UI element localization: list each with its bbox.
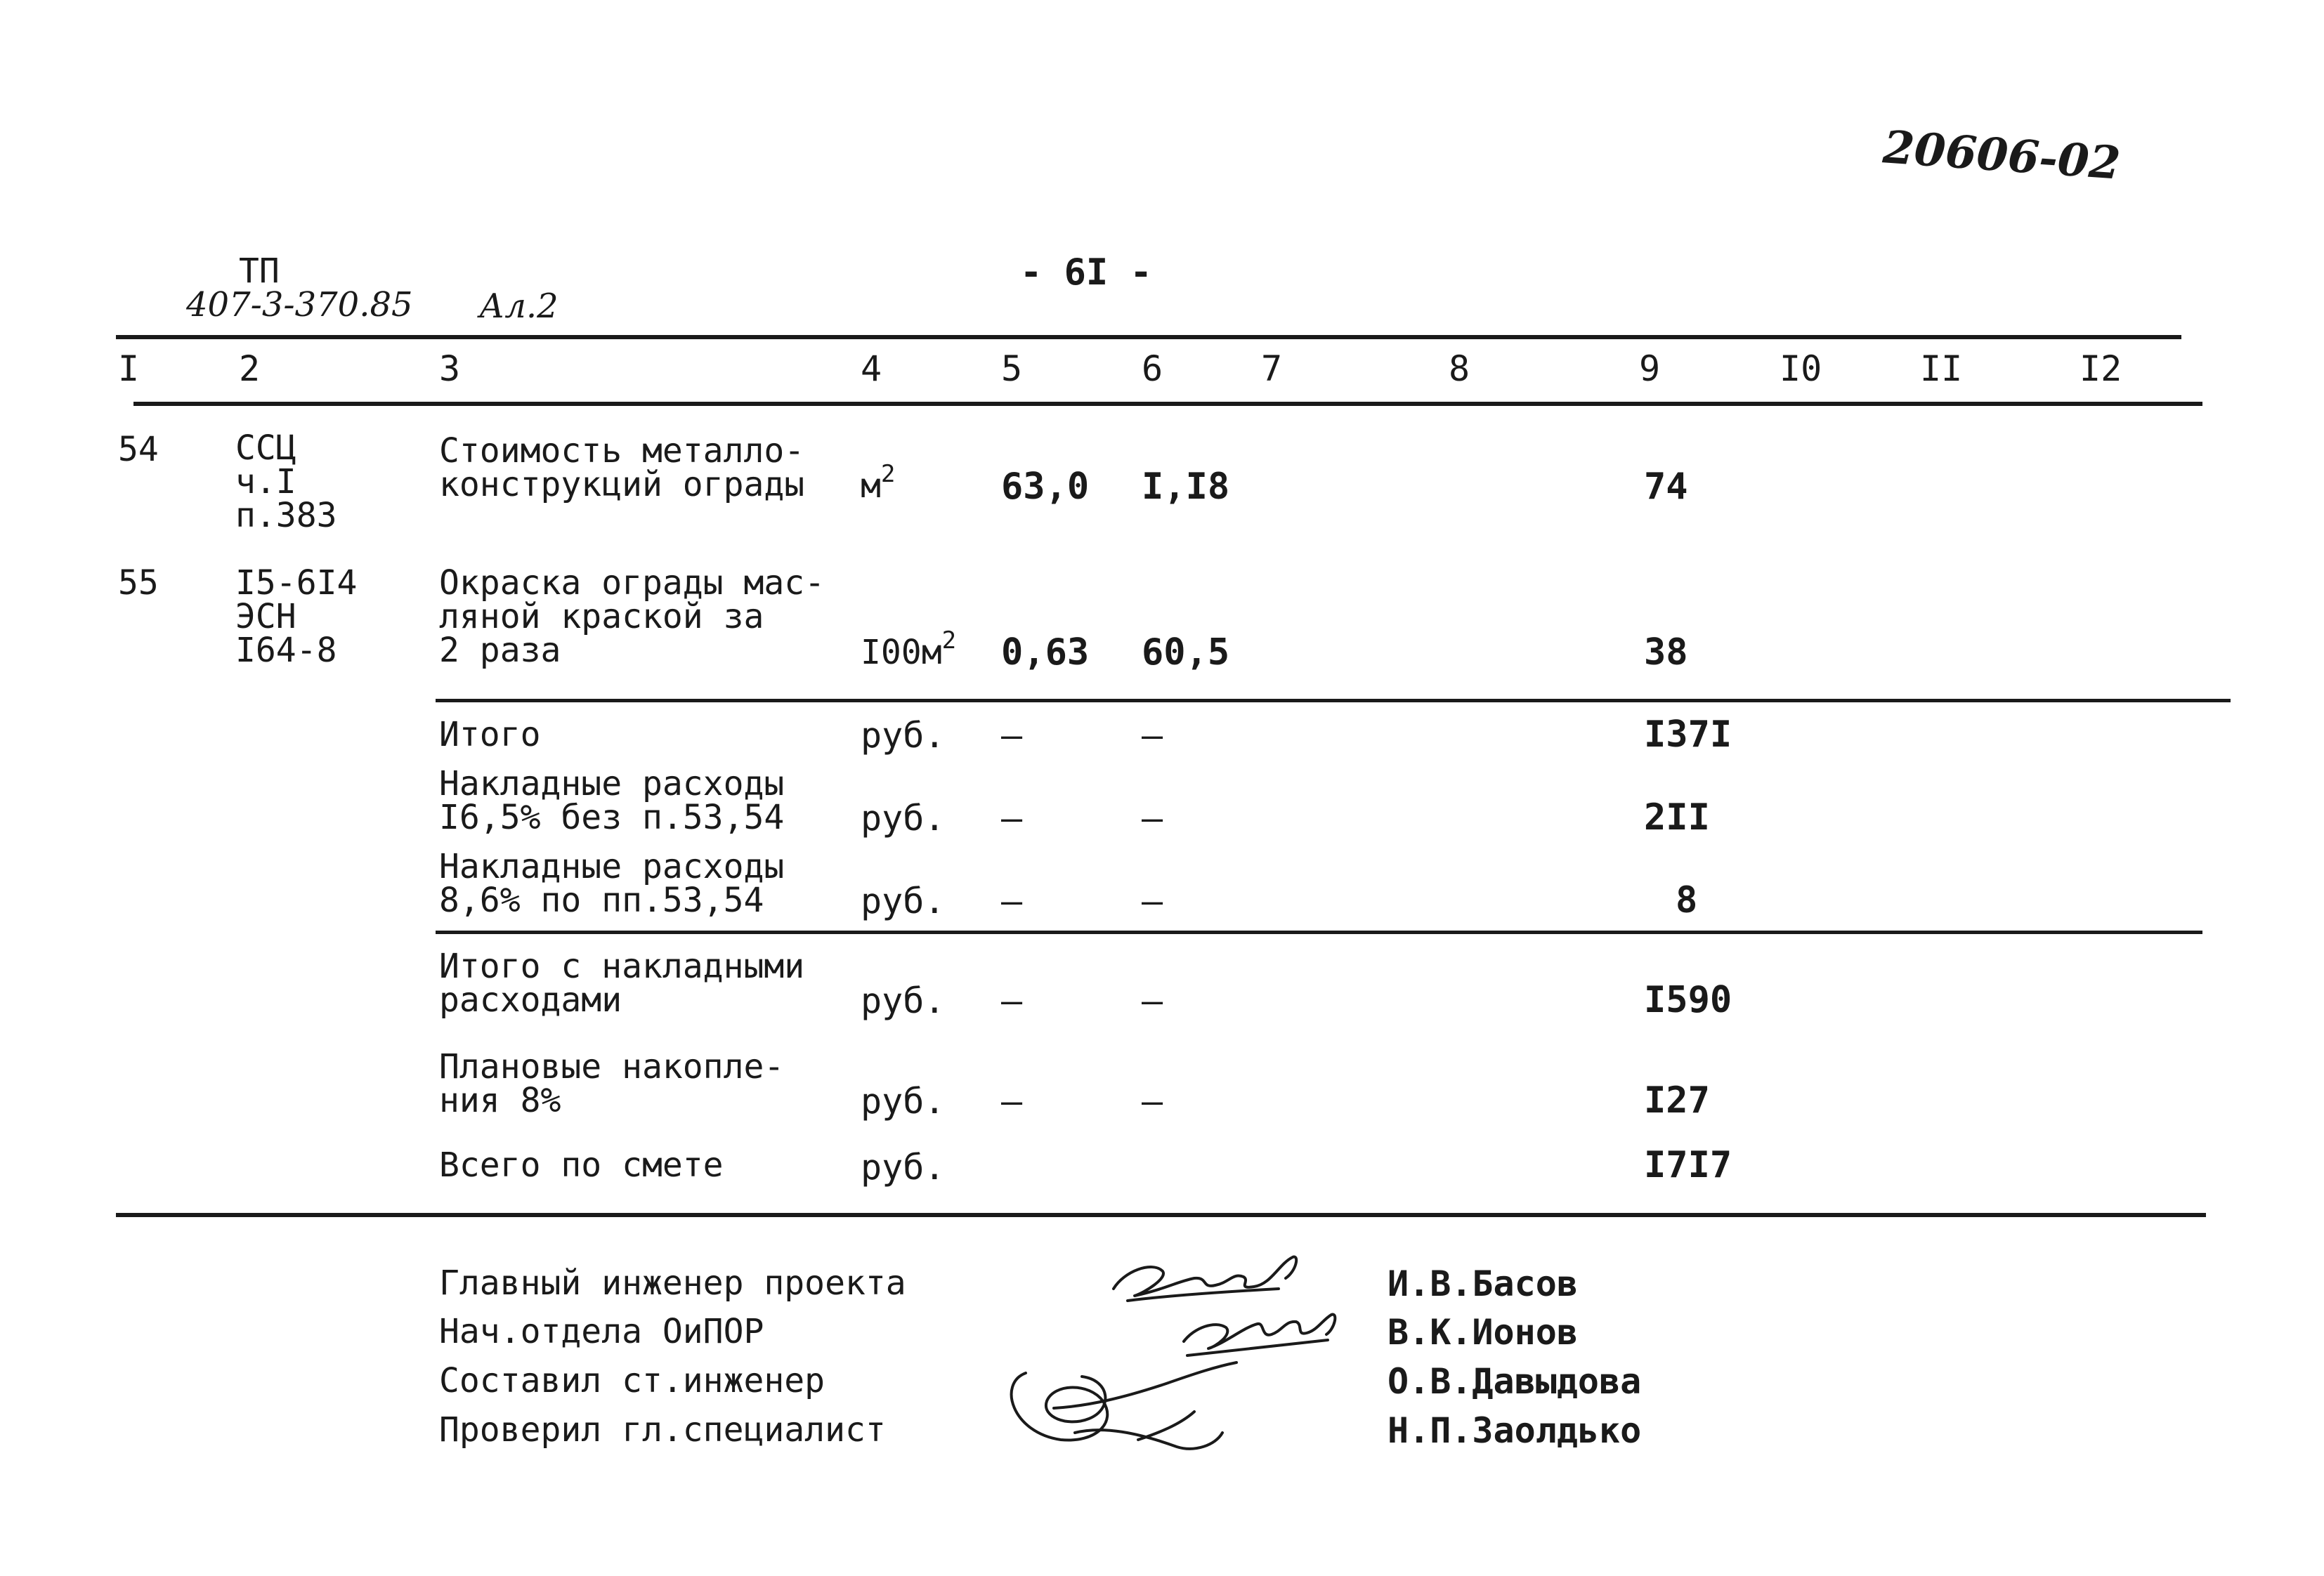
summary-dash-col5: – <box>1001 881 1023 921</box>
summary-total: I27 <box>1644 1079 1710 1122</box>
summary-unit: руб. <box>861 1081 946 1122</box>
col-header-2: 2 <box>239 348 261 389</box>
col-header-5: 5 <box>1001 348 1023 389</box>
signature-name: О.В.Давыдова <box>1388 1361 1642 1402</box>
signature-role: Главный инженер проекта <box>439 1263 906 1303</box>
table-row-code: ССЦ ч.I п.383 <box>235 428 337 535</box>
summary-description: Плановые накопле- ния 8% <box>439 1047 785 1120</box>
summary-dash-col5: – <box>1001 798 1023 839</box>
header-bottom-rule <box>133 402 2202 406</box>
table-row-description: Окраска ограды мас- ляной краской за 2 раза <box>439 563 825 670</box>
summary-unit: руб. <box>861 1147 946 1188</box>
summary-description: Всего по смете <box>439 1145 724 1185</box>
summary-total: I37I <box>1644 714 1732 756</box>
header-top-rule <box>116 335 2181 339</box>
table-row-quantity: 63,0 <box>1001 466 1090 508</box>
signature-role: Проверил гл.специалист <box>439 1410 886 1450</box>
summary-dash-col6: – <box>1142 1081 1163 1122</box>
col-header-12: I2 <box>2080 348 2122 389</box>
summary-total: 8 <box>1676 879 1698 921</box>
subtotal-rule <box>436 699 2231 702</box>
table-row-unit-price: 60,5 <box>1142 631 1230 674</box>
table-row-code: I5-6I4 ЭСН I64-8 <box>235 563 358 670</box>
summary-description: Итого с накладными расходами <box>439 947 805 1020</box>
col-header-9: 9 <box>1639 348 1661 389</box>
summary-unit: руб. <box>861 715 946 756</box>
overhead-rule <box>436 931 2202 934</box>
col-header-3: 3 <box>439 348 461 389</box>
signature-name: В.К.Ионов <box>1388 1312 1578 1353</box>
summary-dash-col6: – <box>1142 881 1163 921</box>
summary-unit: руб. <box>861 980 946 1021</box>
album-label: Ал.2 <box>479 287 559 326</box>
signature-name: Н.П.Заолдько <box>1388 1410 1642 1451</box>
summary-dash-col5: – <box>1001 1081 1023 1122</box>
col-header-6: 6 <box>1142 348 1163 389</box>
document-code: 20606-02 <box>1881 121 2122 190</box>
summary-description: Накладные расходы I6,5% без п.53,54 <box>439 764 785 837</box>
summary-unit: руб. <box>861 798 946 839</box>
col-header-8: 8 <box>1449 348 1470 389</box>
summary-dash-col6: – <box>1142 798 1163 839</box>
summary-description: Накладные расходы 8,6% по пп.53,54 <box>439 847 785 920</box>
summary-total: I590 <box>1644 979 1732 1021</box>
table-row-unit-price: I,I8 <box>1142 466 1230 508</box>
col-header-10: I0 <box>1780 348 1822 389</box>
summary-total: 2II <box>1644 796 1710 839</box>
signature-name: И.В.Басов <box>1388 1263 1578 1304</box>
summary-dash-col5: – <box>1001 715 1023 756</box>
signature-role: Нач.отдела ОиПОР <box>439 1312 764 1351</box>
summary-unit: руб. <box>861 881 946 921</box>
summary-dash-col6: – <box>1142 715 1163 756</box>
table-row-total: 38 <box>1644 631 1688 674</box>
table-row-unit: $м^2$ <box>861 460 896 506</box>
table-bottom-rule <box>116 1213 2206 1217</box>
table-row-num: 54 <box>118 430 159 469</box>
table-row-num: 55 <box>118 563 159 603</box>
handwritten-signatures <box>984 1222 1377 1461</box>
tp-label: ТП <box>239 251 280 291</box>
table-row-description: Стоимость металло- конструкций ограды <box>439 431 805 504</box>
project-number: 407-3-370.85 <box>186 285 413 324</box>
col-header-4: 4 <box>861 348 882 389</box>
page-number: - 6I - <box>1020 251 1152 294</box>
summary-dash-col5: – <box>1001 980 1023 1021</box>
summary-grand-total: I7I7 <box>1644 1144 1732 1186</box>
signature-role: Составил ст.инженер <box>439 1361 825 1400</box>
summary-dash-col6: – <box>1142 980 1163 1021</box>
summary-description: Итого <box>439 715 541 754</box>
col-header-11: II <box>1920 348 1963 389</box>
table-row-quantity: 0,63 <box>1001 631 1090 674</box>
col-header-1: I <box>118 348 140 389</box>
table-row-unit: $I00м^2$ <box>861 626 957 672</box>
col-header-7: 7 <box>1261 348 1283 389</box>
table-row-total: 74 <box>1644 466 1688 508</box>
